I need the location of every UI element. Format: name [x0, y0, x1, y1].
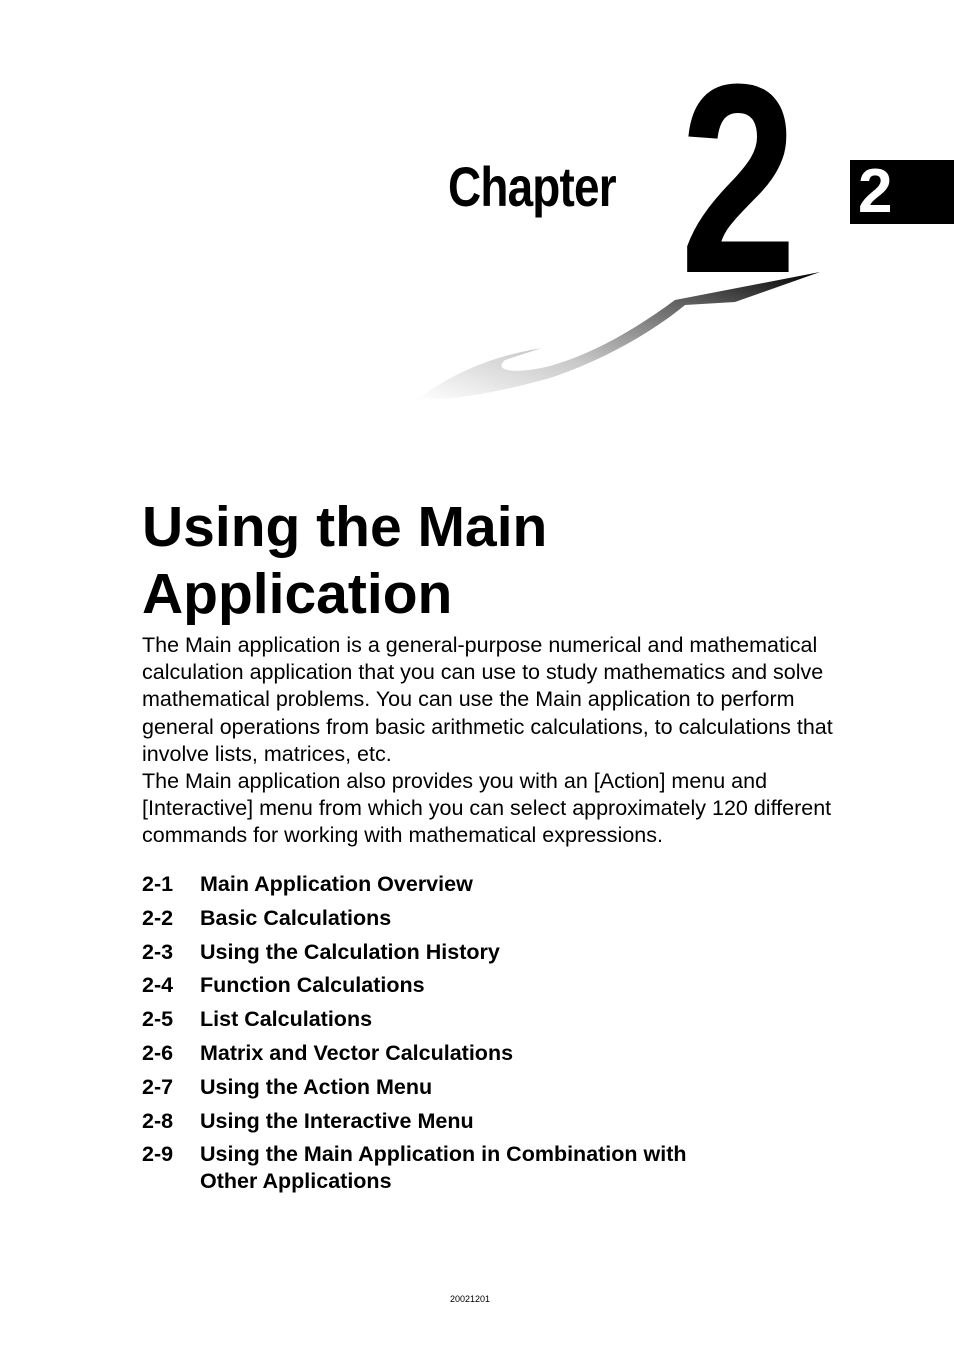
section-title[interactable]: Matrix and Vector Calculations: [200, 1040, 514, 1065]
section-number: 2-5: [142, 1007, 174, 1032]
section-number: 2-7: [142, 1074, 174, 1099]
section-title[interactable]: Using the Calculation History: [200, 939, 500, 964]
section-item[interactable]: [142, 1006, 760, 1033]
chapter-tab-number: 2: [858, 157, 893, 226]
section-title[interactable]: List Calculations: [200, 1007, 373, 1032]
chapter-number-graphic: [410, 60, 840, 410]
section-title[interactable]: Main Application Overview: [200, 872, 473, 896]
chapter-tab: [850, 157, 954, 226]
title-line-2: Application: [142, 562, 453, 626]
section-item[interactable]: [142, 1040, 760, 1067]
section-item[interactable]: [142, 871, 760, 898]
section-item[interactable]: [142, 905, 760, 932]
section-item[interactable]: [142, 1108, 760, 1135]
section-number: 2-4: [142, 973, 174, 998]
intro-paragraph: The Main application also provides you with an [Action] menu and [Interactive] menu from which you can select approximately 120 different commands for working with mathematical expressions.: [142, 769, 832, 848]
section-item[interactable]: [142, 1141, 760, 1195]
section-item[interactable]: [142, 1074, 760, 1101]
title-line-1: Using the Main: [142, 495, 548, 559]
page-code: 20021201: [449, 1294, 491, 1304]
section-item[interactable]: [142, 972, 760, 999]
section-title[interactable]: Using the Action Menu: [200, 1074, 433, 1099]
section-title[interactable]: Function Calculations: [200, 973, 425, 998]
section-number: 2-1: [142, 872, 174, 896]
section-number: 2-2: [142, 905, 174, 930]
section-list: [142, 871, 760, 1202]
section-title[interactable]: Basic Calculations: [200, 905, 392, 930]
section-number: 2-8: [142, 1108, 174, 1133]
section-item[interactable]: [142, 939, 760, 966]
intro-text: [142, 632, 862, 850]
section-title[interactable]: Using the Main Application in Combination with Other Applications: [200, 1142, 687, 1194]
chapter-number: 2: [679, 60, 798, 330]
section-number: 2-3: [142, 939, 174, 964]
section-title[interactable]: Using the Interactive Menu: [200, 1108, 474, 1133]
page-title: [142, 494, 547, 628]
section-number: 2-9: [142, 1142, 174, 1167]
section-number: 2-6: [142, 1040, 174, 1065]
intro-paragraph: The Main application is a general-purpose numerical and mathematical calculation application that you can use to study mathematics and solve mathematical problems. You can use the Main application to perform general operations from basic arithmetic calculations, to calculations that involve lists, matrices, etc.: [142, 633, 833, 766]
chapter-label: Chapter: [448, 155, 616, 218]
